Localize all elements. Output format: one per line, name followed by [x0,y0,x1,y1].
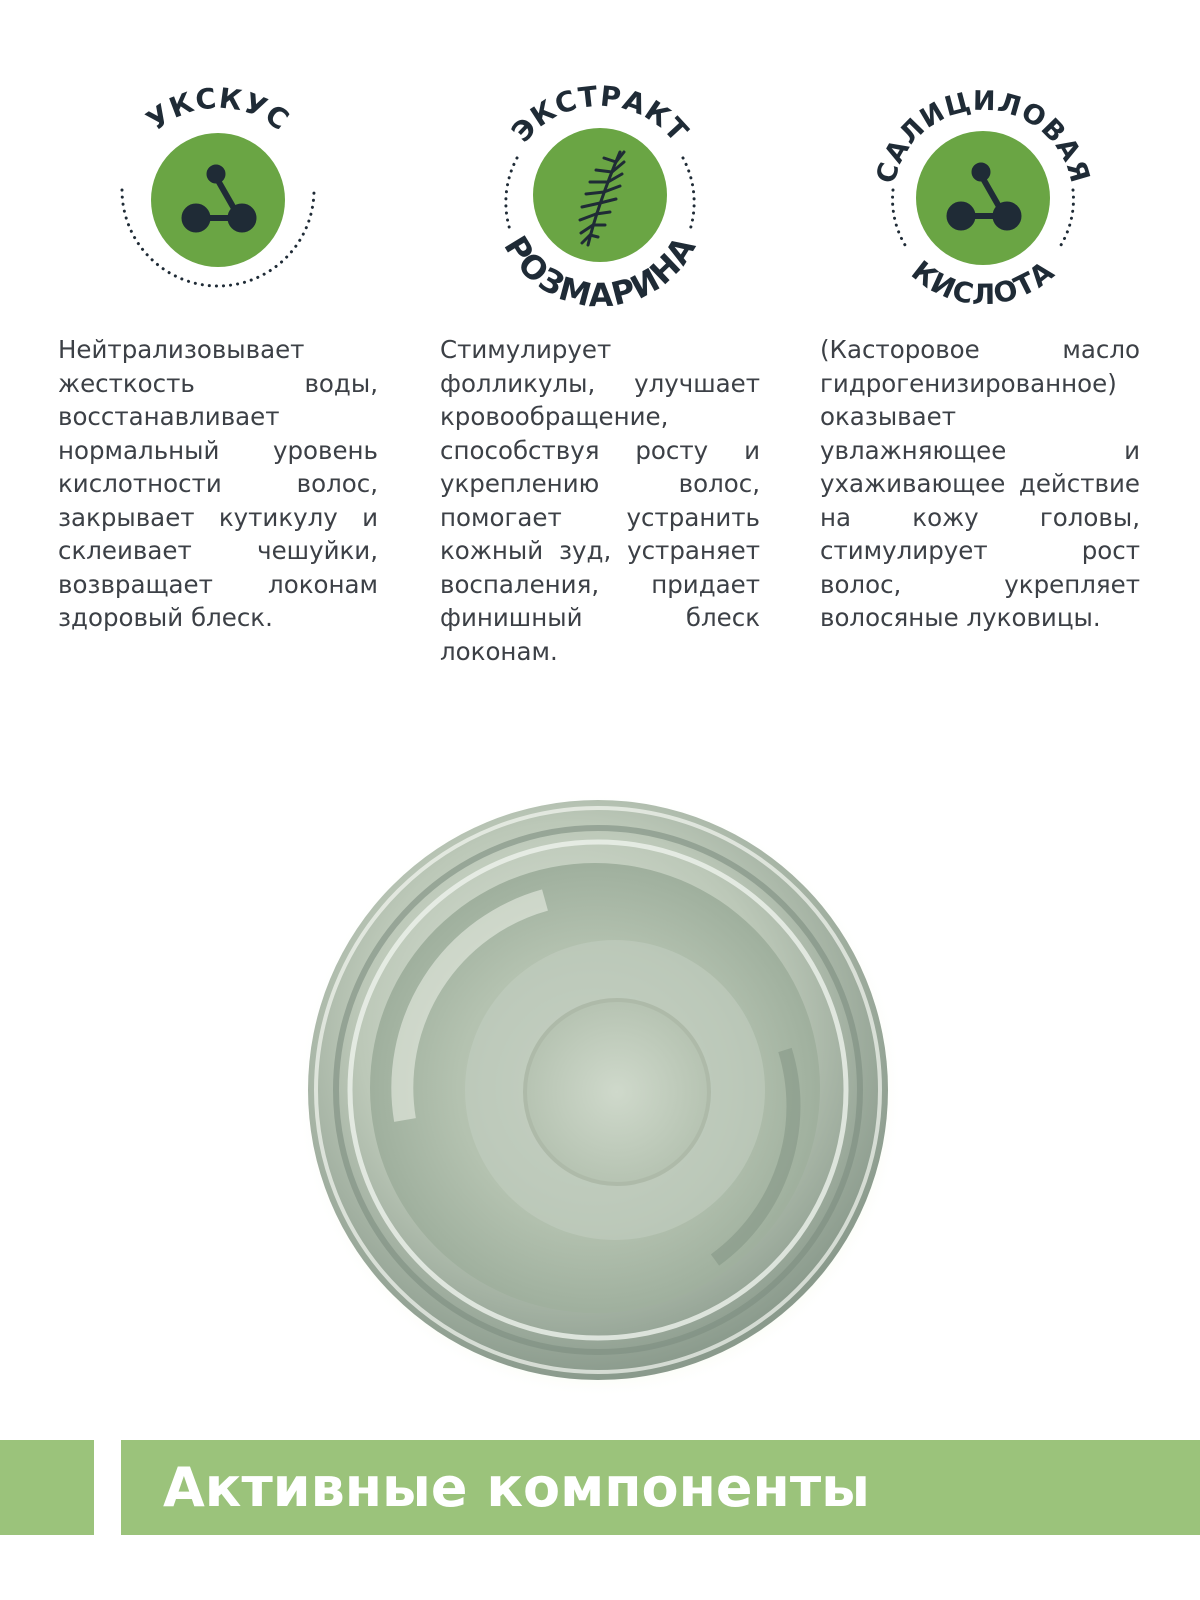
green-circle [916,131,1050,265]
dotted-ring-right [683,158,694,230]
badge-label-top: ЭКСТРАКТ [504,79,696,149]
description-vinegar: Нейтрализовывает жесткость воды, восстанавливает нормальный уровень кислотности волос, закрывает кутикулу и склеивает чешуйки, возвращает локонам здоровый блеск. [58,335,378,632]
badge-label-bottom: РОЗМАРИНА [496,229,704,315]
green-circle [533,128,667,262]
badge-vinegar [88,70,348,330]
badge-salicylic [853,70,1113,330]
dotted-ring-right [1061,190,1073,245]
badge-label-top: УКСКУС [140,81,296,138]
description-salicylic: (Касторовое масло гидрогенизированное) оказывает увлажняющее и ухаживающее действие на кожу головы, стимулирует рост волос, укрепляет волосяные луковицы. [820,335,1140,632]
banner-accent-block [0,1440,94,1535]
green-circle [151,133,285,267]
badge-label-top: САЛИЦИЛОВАЯ [870,85,1096,187]
banner-title: Активные компоненты [163,1456,870,1519]
dotted-ring-left [893,190,905,245]
product-jar-image [295,790,905,1400]
description-rosemary: Стимулирует фолликулы, улучшает кровообращение, способствуя росту и укреплению волос, помогает устранить кожный зуд, устраняет воспаления, придает финишный блеск локонам. [440,335,760,666]
badge-label-bottom: КИСЛОТА [905,254,1061,312]
dotted-ring-left [506,158,517,230]
badge-rosemary [470,70,730,330]
banner [121,1440,1200,1535]
